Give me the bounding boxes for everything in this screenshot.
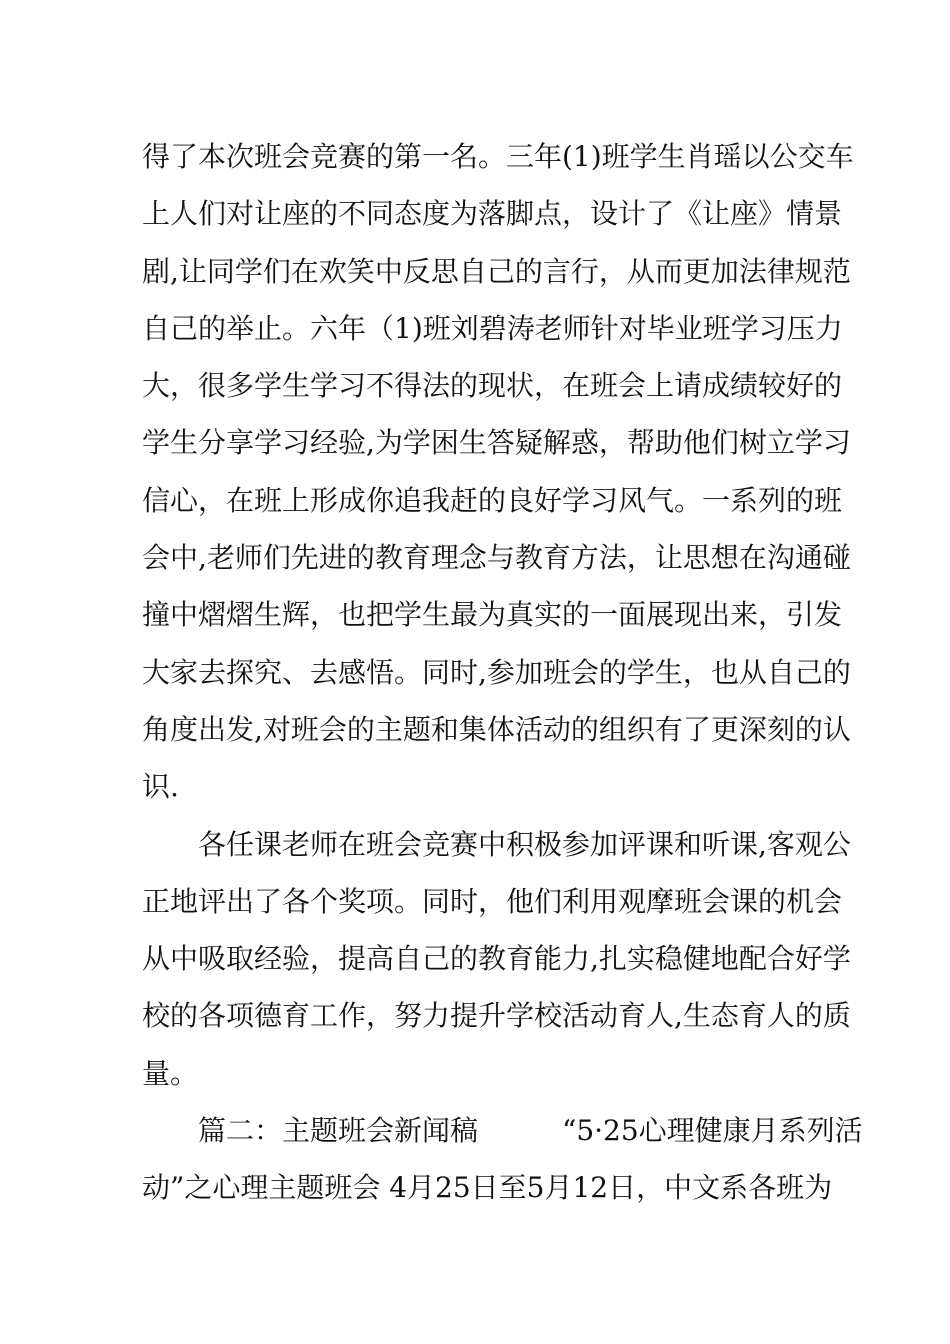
text-line: 各任课老师在班会竞赛中积极参加评课和听课,客观公 — [198, 827, 851, 861]
text-line: 得了本次班会竞赛的第一名。三年(1)班学生肖瑶以公交车 — [142, 140, 854, 173]
text-line: 角度出发,对班会的主题和集体活动的组织有了更深刻的认 — [142, 712, 851, 746]
text-line: 量。 — [142, 1056, 199, 1090]
text-line: 剧,让同学们在欢笑中反思自己的言行，从而更加法律规范 — [142, 254, 851, 288]
text-line: 从中吸取经验，提高自己的教育能力,扎实稳健地配合好学 — [142, 942, 851, 976]
text-line: 自己的举止。六年（1)班刘碧涛老师针对毕业班学习压力 — [142, 311, 843, 345]
text-line: 大，很多学生学习不得法的现状，在班会上请成绩较好的 — [142, 369, 843, 403]
text-line: 大家去探究、去感悟。同时,参加班会的学生，也从自己的 — [142, 655, 851, 689]
text-line: 学生分享学习经验,为学困生答疑解惑，帮助他们树立学习 — [142, 426, 851, 460]
text-line: 撞中熠熠生辉，也把学生最为真实的一面展现出来，引发 — [142, 598, 843, 632]
text-line: 信心，在班上形成你追我赶的良好学习风气。一系列的班 — [142, 483, 843, 517]
text-line: 校的各项德育工作，努力提升学校活动育人,生态育人的质 — [142, 999, 851, 1033]
text-line: 动”之心理主题班会 4月25日至5月12日，中文系各班为 — [142, 1171, 833, 1205]
text-line: 篇二：主题班会新闻稿 “5·25心理健康月系列活 — [198, 1114, 863, 1148]
text-line: 会中,老师们先进的教育理念与教育方法，让思想在沟通碰 — [142, 541, 851, 575]
text-line: 正地评出了各个奖项。同时，他们利用观摩班会课的机会 — [142, 884, 843, 918]
body-text — [142, 128, 863, 1217]
text-line: 上人们对让座的不同态度为落脚点，设计了《让座》情景 — [142, 197, 843, 231]
text-line: 识. — [142, 770, 179, 804]
